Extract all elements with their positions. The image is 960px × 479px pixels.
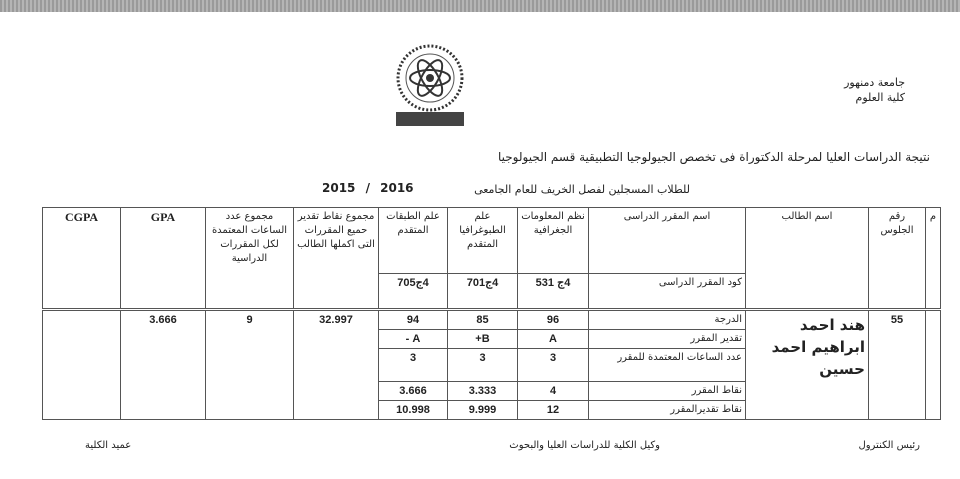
course-code-2: 4ج701 bbox=[448, 274, 518, 310]
header-course-name: اسم المقرر الدراسى bbox=[589, 208, 746, 274]
results-table bbox=[42, 207, 941, 420]
cell-value: 3.333 bbox=[448, 382, 518, 401]
cell-value: A - bbox=[379, 330, 448, 349]
header-row bbox=[43, 208, 941, 274]
seat-number: 55 bbox=[869, 310, 926, 420]
header-total-hours: مجموع عدد الساعات المعتمدة لكل المقررات الدراسية bbox=[206, 208, 294, 310]
document-title: نتيجة الدراسات العليا لمرحلة الدكتوراة فى تخصص الجيولوجيا التطبيقية قسم الجيولوجيا bbox=[497, 150, 930, 164]
header-course-2: علم الطبوغرافيا المتقدم bbox=[448, 208, 518, 274]
gpa-value: 3.666 bbox=[121, 310, 206, 420]
cell-value: B+ bbox=[448, 330, 518, 349]
signature-vice-dean: وكيل الكلية للدراسات العليا والبحوث bbox=[509, 440, 660, 451]
cell-value: 4 bbox=[518, 382, 589, 401]
scan-edge bbox=[0, 0, 960, 12]
cell-value: 10.998 bbox=[379, 401, 448, 420]
row-index bbox=[926, 310, 941, 420]
header-seat: رقم الجلوس bbox=[869, 208, 926, 310]
university-logo bbox=[388, 40, 472, 130]
cell-value: 96 bbox=[518, 310, 589, 330]
cell-value: 3 bbox=[379, 349, 448, 382]
cell-value: 3.666 bbox=[379, 382, 448, 401]
row-label: عدد الساعات المعتمدة للمقرر bbox=[589, 349, 746, 382]
university-name: جامعة دمنهور bbox=[844, 76, 905, 89]
document-subtitle: للطلاب المسجلين لفصل الخريف للعام الجامعى bbox=[474, 183, 690, 196]
student-name: هند احمد ابراهيم احمد حسين bbox=[746, 310, 869, 420]
course-code-1: 4ج 531 bbox=[518, 274, 589, 310]
header-course-3: علم الطبقات المتقدم bbox=[379, 208, 448, 274]
header-cgpa: CGPA bbox=[43, 208, 121, 310]
cell-value: 3 bbox=[448, 349, 518, 382]
signature-dean: عميد الكلية bbox=[85, 440, 132, 451]
header-index: م bbox=[926, 208, 941, 310]
cell-value: A bbox=[518, 330, 589, 349]
cell-value: 12 bbox=[518, 401, 589, 420]
cell-value: 9.999 bbox=[448, 401, 518, 420]
course-code-label: كود المقرر الدراسى bbox=[589, 274, 746, 310]
row-label: نقاط المقرر bbox=[589, 382, 746, 401]
row-label: الدرجة bbox=[589, 310, 746, 330]
header-course-1: نظم المعلومات الجغرافية bbox=[518, 208, 589, 274]
table-row bbox=[43, 310, 941, 330]
row-label: نقاط تقديرالمقرر bbox=[589, 401, 746, 420]
cgpa-value bbox=[43, 310, 121, 420]
faculty-name: كلية العلوم bbox=[855, 91, 905, 104]
cell-value: 94 bbox=[379, 310, 448, 330]
total-hours: 9 bbox=[206, 310, 294, 420]
row-label: تقدير المقرر bbox=[589, 330, 746, 349]
academic-year: 2015 / 2016 bbox=[322, 181, 414, 195]
cell-value: 85 bbox=[448, 310, 518, 330]
signature-control-head: رئيس الكنترول bbox=[858, 440, 920, 451]
header-total-points: مجموع نقاط تقدير حميع المقررات التى اكملها الطالب bbox=[294, 208, 379, 310]
course-code-3: 4ج705 bbox=[379, 274, 448, 310]
total-points: 32.997 bbox=[294, 310, 379, 420]
cell-value: 3 bbox=[518, 349, 589, 382]
header-student: اسم الطالب bbox=[746, 208, 869, 310]
institution-block bbox=[844, 75, 905, 105]
header-gpa: GPA bbox=[121, 208, 206, 310]
